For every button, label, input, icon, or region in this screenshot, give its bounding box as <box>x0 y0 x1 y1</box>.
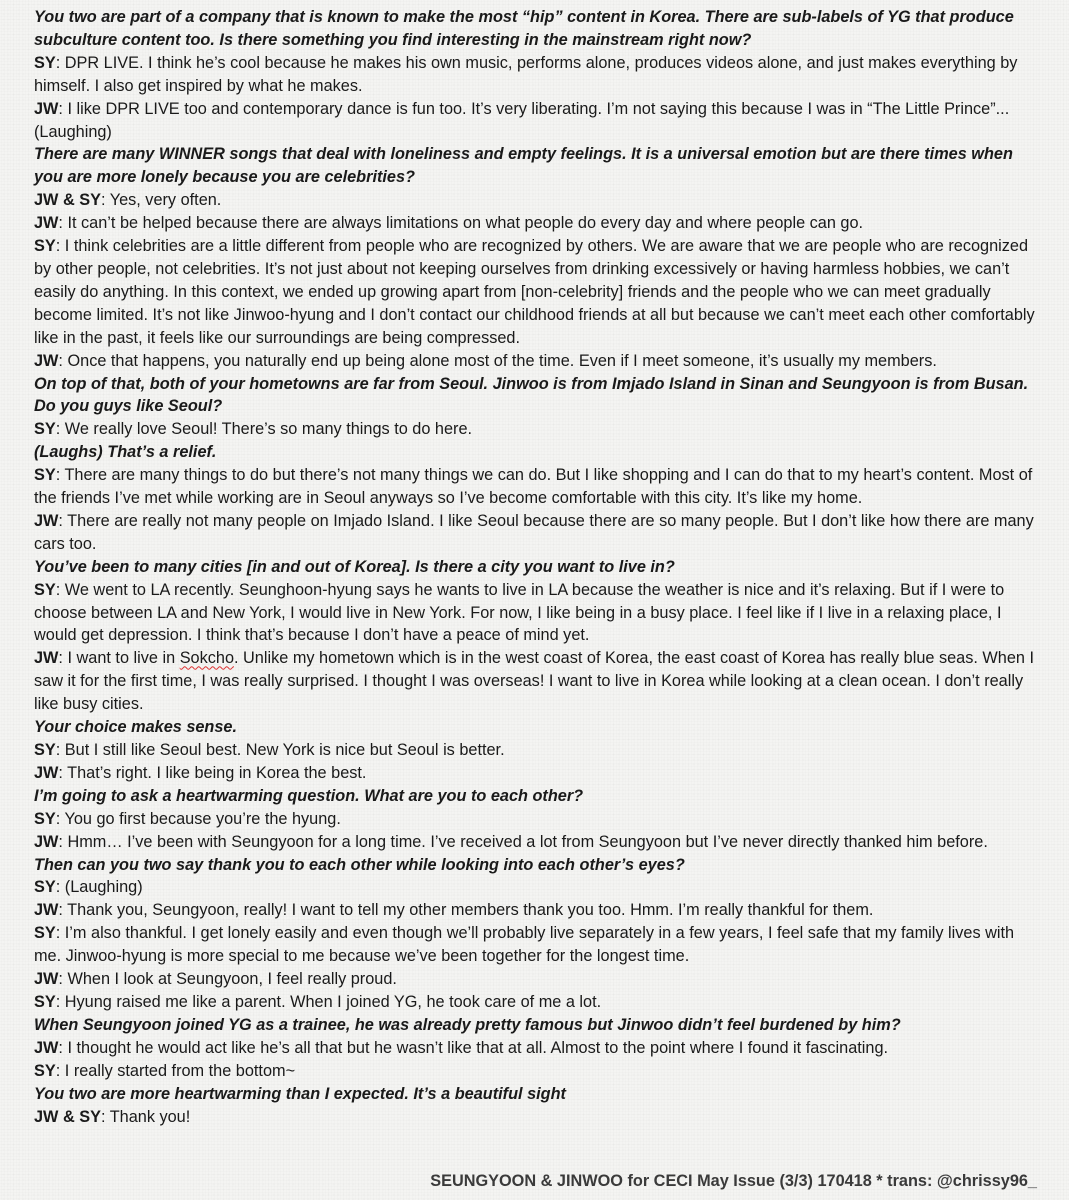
speaker-label: JW <box>34 832 59 851</box>
answer-text: : I think celebrities are a little different from people who are recognized by others. We are aware that we are people who are recognized by other people, not celebrities. It’s not just about not keeping ourselves from drinking excessively or having harmless hobbies, we can’t easily do anything. In this context, we ended up growing apart from [non-celebrity] friends and the people who we can meet gradually become limited. It’s not like Jinwoo-hyung and I don’t contact our childhood friends at all but because we can’t meet each other comfortably like in the past, it feels like our surroundings are being compressed. <box>34 237 1035 347</box>
interviewee-answer <box>34 52 1041 98</box>
answer-text: : Thank you, Seungyoon, really! I want to tell my other members thank you too. Hmm. I’m really thankful for them. <box>58 901 874 920</box>
answer-text: . Unlike my hometown which is in the west coast of Korea, the east coast of Korea has really blue seas. When I saw it for the first time, I was really surprised. I thought I was overseas! I want to live in Korea while looking at a clean ocean. I don’t really like busy cities. <box>34 649 1034 714</box>
interviewer-question <box>34 6 1041 52</box>
answer-text: : I want to live in <box>58 649 180 668</box>
speaker-label: SY <box>34 237 56 256</box>
question-text: Your choice makes sense. <box>34 718 238 737</box>
interviewee-answer <box>34 899 1041 922</box>
spellcheck-underlined-word: Sokcho <box>179 649 234 668</box>
speaker-label: JW <box>34 1038 59 1057</box>
answer-text: : I thought he would act like he’s all that but he wasn’t like that at all. Almost to the point where I found it fascinating. <box>58 1038 889 1057</box>
interviewer-question <box>34 1083 1041 1106</box>
speaker-label: JW <box>34 351 59 370</box>
answer-text: : It can’t be helped because there are always limitations on what people do every day and where people can go. <box>58 214 864 233</box>
answer-text: : Once that happens, you naturally end up being alone most of the time. Even if I meet someone, it’s usually my members. <box>58 351 937 370</box>
answer-text: : When I look at Seungyoon, I feel really proud. <box>58 970 397 989</box>
interviewee-answer <box>34 762 1041 785</box>
interviewer-question <box>34 373 1041 419</box>
interviewer-question <box>34 785 1041 808</box>
speaker-label: SY <box>34 878 56 897</box>
question-text: (Laughs) That’s a relief. <box>34 443 217 462</box>
interviewee-answer <box>34 418 1041 441</box>
interviewee-answer <box>34 212 1041 235</box>
question-text: You’ve been to many cities [in and out of Korea]. Is there a city you want to live in? <box>34 557 675 576</box>
answer-text: : Thank you! <box>100 1107 191 1126</box>
answer-text: : There are many things to do but there’s not many things we can do. But I like shopping and I can do that to my heart’s content. Most of the friends I’ve met while working are in Seoul anyways so I’ve become comfortable with this city. It’s like my home. <box>34 466 1033 508</box>
question-text: You two are more heartwarming than I expected. It’s a beautiful sight <box>34 1084 566 1103</box>
interviewee-answer <box>34 922 1041 968</box>
interviewee-answer <box>34 739 1041 762</box>
interviewee-answer <box>34 876 1041 899</box>
speaker-label: JW <box>34 511 59 530</box>
interviewee-answer <box>34 831 1041 854</box>
speaker-label: JW <box>34 214 59 233</box>
speaker-label: SY <box>34 1061 56 1080</box>
question-text: There are many WINNER songs that deal with loneliness and empty feelings. It is a universal emotion but are there times when you are more lonely because you are celebrities? <box>34 145 1013 187</box>
interviewee-answer <box>34 189 1041 212</box>
answer-text: : We really love Seoul! There’s so many things to do here. <box>55 420 473 439</box>
speaker-label: SY <box>34 741 56 759</box>
interviewee-answer <box>34 579 1041 648</box>
interviewer-question <box>34 556 1041 579</box>
interviewer-question <box>34 1014 1041 1037</box>
interviewee-answer <box>34 510 1041 556</box>
answer-text: : Yes, very often. <box>100 191 222 210</box>
interviewee-answer <box>34 968 1041 991</box>
question-text: Then can you two say thank you to each other while looking into each other’s eyes? <box>34 855 685 874</box>
answer-text: : There are really not many people on Imjado Island. I like Seoul because there are so many people. But I don’t like how there are many cars too. <box>34 511 1034 553</box>
interviewer-question <box>34 441 1041 464</box>
interviewer-question <box>34 854 1041 877</box>
speaker-label: JW & SY <box>34 191 101 210</box>
interviewee-answer <box>34 98 1041 144</box>
speaker-label: JW <box>34 970 59 989</box>
speaker-label: SY <box>34 924 56 943</box>
translation-credit: SEUNGYOON & JINWOO for CECI May Issue (3/3) 170418 * trans: @chrissy96_ <box>430 1172 1037 1190</box>
answer-text: : (Laughing) <box>55 878 143 897</box>
speaker-label: JW <box>34 99 59 118</box>
answer-text: : I really started from the bottom~ <box>55 1061 296 1080</box>
speaker-label: JW <box>34 649 59 668</box>
interviewee-answer <box>34 1037 1041 1060</box>
answer-text: : I’m also thankful. I get lonely easily and even though we’ll probably live separately in a few years, I feel safe that my family lives with me. Jinwoo-hyung is more special to me because we’ve been together for the longest time. <box>34 924 1015 966</box>
speaker-label: SY <box>34 992 56 1011</box>
answer-text: : That’s right. I like being in Korea the best. <box>58 763 367 782</box>
speaker-label: SY <box>34 466 56 485</box>
speaker-label: SY <box>34 580 56 599</box>
interviewee-answer <box>34 235 1041 350</box>
speaker-label: JW <box>34 763 59 782</box>
interviewee-answer <box>34 1060 1041 1083</box>
question-text: On top of that, both of your hometowns are far from Seoul. Jinwoo is from Imjado Island in Sinan and Seungyoon is from Busan. Do you guys like Seoul? <box>34 374 1029 416</box>
interviewee-answer <box>34 350 1041 373</box>
speaker-label: SY <box>34 809 56 828</box>
question-text: I’m going to ask a heartwarming question. What are you to each other? <box>34 786 584 805</box>
interviewer-question <box>34 716 1041 739</box>
answer-text: : Hyung raised me like a parent. When I joined YG, he took care of me a lot. <box>55 992 602 1011</box>
speaker-label: SY <box>34 420 56 439</box>
question-text: When Seungyoon joined YG as a trainee, he was already pretty famous but Jinwoo didn’t feel burdened by him? <box>34 1015 901 1034</box>
speaker-label: JW <box>34 901 59 920</box>
answer-text: : Hmm… I’ve been with Seungyoon for a long time. I’ve received a lot from Seungyoon but I’ve never directly thanked him before. <box>58 832 988 851</box>
interviewee-answer <box>34 808 1041 831</box>
interviewer-question <box>34 143 1041 189</box>
interviewee-answer <box>34 647 1041 716</box>
speaker-label: SY <box>34 53 56 72</box>
interviewee-answer <box>34 991 1041 1014</box>
answer-text: : We went to LA recently. Seunghoon-hyung says he wants to live in LA because the weather is nice and it’s relaxing. But if I were to choose between LA and New York, I would live in New York. For now, I like being in a busy place. I feel like if I live in a relaxing place, I would get depression. I think that’s because I don’t have a peace of mind yet. <box>34 580 1005 645</box>
answer-text: : I like DPR LIVE too and contemporary dance is fun too. It’s very liberating. I’m not saying this because I was in “The Little Prince”... (Laughing) <box>34 99 1010 141</box>
question-text: You two are part of a company that is known to make the most “hip” content in Korea. There are sub-labels of YG that produce subculture content too. Is there something you find interesting in the mainstream right now? <box>34 8 1014 49</box>
speaker-label: JW & SY <box>34 1107 101 1126</box>
answer-text: : But I still like Seoul best. New York is nice but Seoul is better. <box>55 741 505 759</box>
interviewee-answer <box>34 464 1041 510</box>
interviewee-answer <box>34 1106 1041 1129</box>
answer-text: : DPR LIVE. I think he’s cool because he makes his own music, performs alone, produces videos alone, and just makes everything by himself. I also get inspired by what he makes. <box>34 53 1018 95</box>
answer-text: : You go first because you’re the hyung. <box>55 809 341 828</box>
